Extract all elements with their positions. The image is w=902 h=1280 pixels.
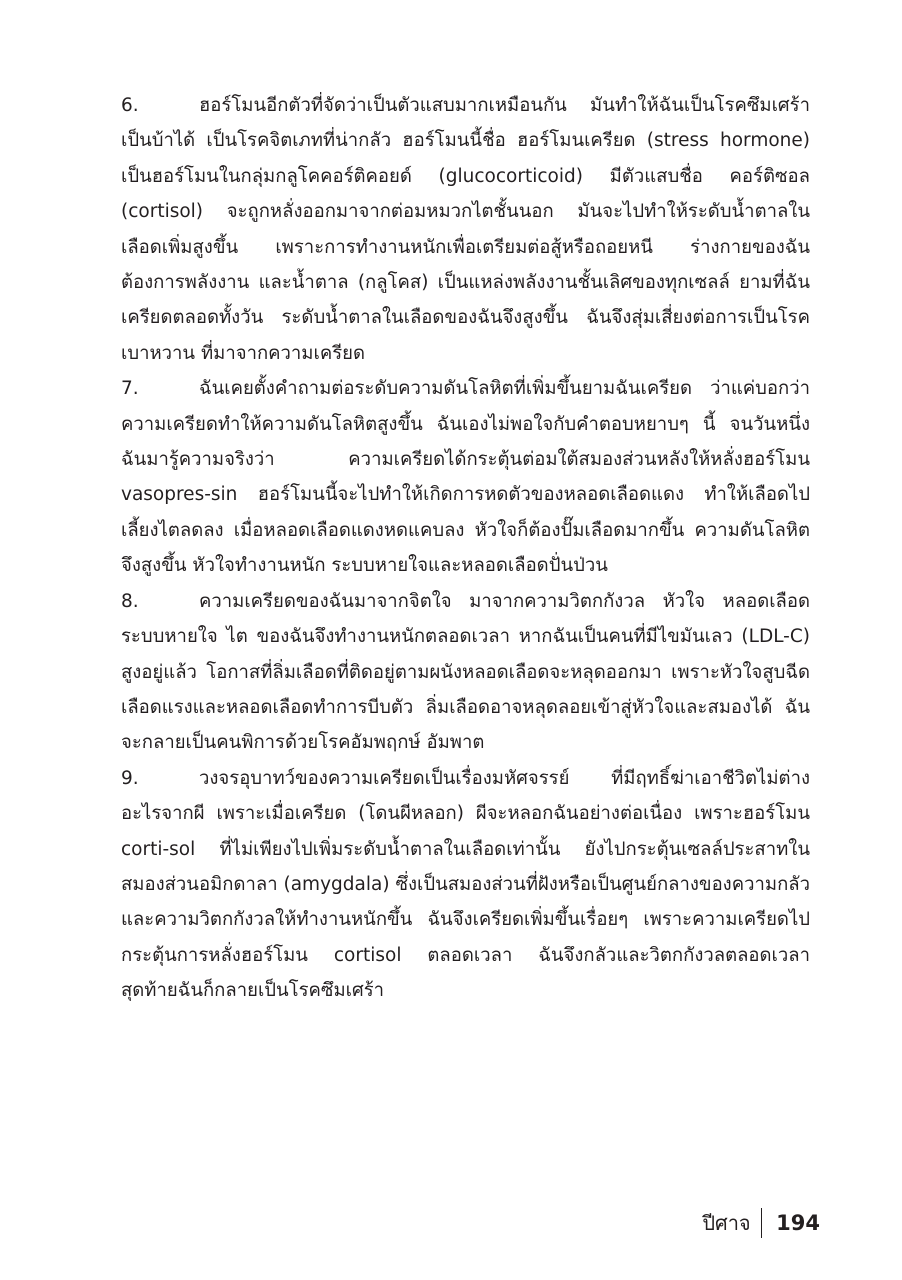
item-text: ฮอร์โมนอีกตัวที่จัดว่าเป็นตัวแสบมากเหมือนกัน มันทำให้ฉันเป็นโรคซึมเศร้า เป็นบ้าได้ เป็นโรคจิตเภทที่น่ากลัว ฮอร์โมนนี้ชื่อ ฮอร์โมนเครียด (stress hormone) เป็นฮอร์โมนในกลุ่มกลูโคคอร์ติคอยด์ (glucocorticoid) มีตัวแสบชื่อ คอร์ติซอล (cortisol) จะถูกหลั่งออกมาจากต่อมหมวกไตชั้นนอก มันจะไปทำให้ระดับน้ำตาลในเลือดเพิ่มสูงขึ้น เพราะการทำงานหนักเพื่อเตรียมต่อสู้หรือถอยหนี ร่างกายของฉันต้องการพลังงาน และน้ำตาล (กลูโคส) เป็นแหล่งพลังงานชั้นเลิศของทุกเซลล์ ยามที่ฉันเครียดตลอดทั้งวัน ระดับน้ำตาลในเลือดของฉันจึงสูงขึ้น ฉันจึงสุ่มเสี่ยงต่อการเป็นโรคเบาหวาน ที่มาจากความเครียด <box>121 95 810 364</box>
item-number: 8. <box>121 590 139 612</box>
item-text: ฉันเคยตั้งคำถามต่อระดับความดันโลหิตที่เพิ่มขึ้นยามฉันเครียด ว่าแค่บอกว่าความเครียดทำให้ความดันโลหิตสูงขึ้น ฉันเองไม่พอใจกับคำตอบหยาบๆ นี้ จนวันหนึ่งฉันมารู้ความจริงว่า ความเครียดได้กระตุ้นต่อมใต้สมองส่วนหลังให้หลั่งฮอร์โมน vasopres-sin ฮอร์โมนนี้จะไปทำให้เกิดการหดตัวของหลอดเลือดแดง ทำให้เลือดไปเลี้ยงไตลดลง เมื่อหลอดเลือดแดงหดแคบลง หัวใจก็ต้องปั๊มเลือดมากขึ้น ความดันโลหิตจึงสูงขึ้น หัวใจทำงานหนัก ระบบหายใจและหลอดเลือดปั่นป่วน <box>121 378 810 577</box>
item-text: วงจรอุบาทว์ของความเครียดเป็นเรื่องมหัศจรรย์ ที่มีฤทธิ์ฆ่าเอาชีวิตไม่ต่างอะไรจากผี เพราะเมื่อเครียด (โดนผีหลอก) ผีจะหลอกฉันอย่างต่อเนื่อง เพราะฮอร์โมน corti-sol ที่ไม่เพียงไปเพิ่มระดับน้ำตาลในเลือดเท่านั้น ยังไปกระตุ้นเซลล์ประสาทในสมองส่วนอมิกดาลา (amygdala) ซึ่งเป็นสมองส่วนที่ฝังหรือเป็นศูนย์กลางของความกลัวและความวิตกกังวลให้ทำงานหนักขึ้น ฉันจึงเครียดเพิ่มขึ้นเรื่อยๆ เพราะความเครียดไปกระตุ้นการหลั่งฮอร์โมน cortisol ตลอดเวลา ฉันจึงกลัวและวิตกกังวลตลอดเวลา สุดท้ายฉันก็กลายเป็นโรคซึมเศร้า <box>121 767 810 1002</box>
item-number: 9. <box>121 767 139 789</box>
footer-divider <box>761 1208 763 1238</box>
item-text: ความเครียดของฉันมาจากจิตใจ มาจากความวิตกกังวล หัวใจ หลอดเลือด ระบบหายใจ ไต ของฉันจึงทำงานหนักตลอดเวลา หากฉันเป็นคนที่มีไขมันเลว (LDL-C) สูงอยู่แล้ว โอกาสที่ลิ่มเลือดที่ติดอยู่ตามผนังหลอดเลือดจะหลุดออกมา เพราะหัวใจสูบฉีดเลือดแรงและหลอดเลือดทำการบีบตัว ลิ่มเลือดอาจหลุดลอยเข้าสู่หัวใจและสมองได้ ฉันจะกลายเป็นคนพิการด้วยโรคอัมพฤกษ์ อัมพาต <box>121 590 810 754</box>
list-item-8 <box>121 584 810 761</box>
list-item-7 <box>121 371 810 583</box>
list-item-6 <box>121 88 810 371</box>
item-number: 7. <box>121 378 139 400</box>
page-footer <box>702 1207 820 1239</box>
list-item-9 <box>121 761 810 1009</box>
page-body <box>121 88 810 1009</box>
page-number: 194 <box>776 1211 820 1235</box>
item-number: 6. <box>121 95 139 116</box>
running-title: ปีศาจ <box>702 1211 751 1235</box>
